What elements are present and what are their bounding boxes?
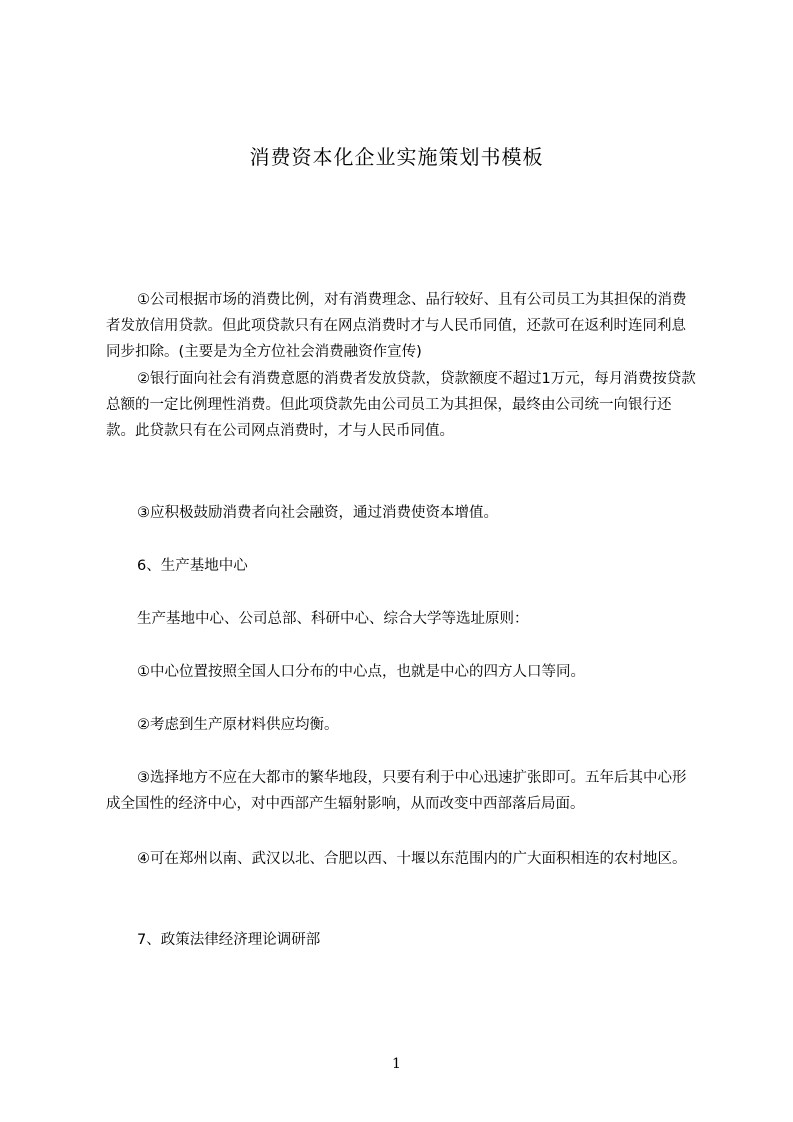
page-number: 1 xyxy=(392,1056,401,1072)
section-heading-production-base: 6、生产基地中心 xyxy=(137,558,248,574)
paragraph-location-choice: ③选择地方不应在大都市的繁华地段，只要有利于中心迅速扩张即可。五年后其中心形成全国性的经济中心，对中西部产生辐射影响，从而改变中西部落后局面。 xyxy=(106,770,687,812)
paragraph-bank-consumer-loan: ②银行面向社会有消费意愿的消费者发放贷款，贷款额度不超过1万元，每月消费按贷款总额的一定比例理性消费。但此项贷款先由公司员工为其担保，最终由公司统一向银行还款。此贷款只有在公司网点消费时，才与人民币同值。 xyxy=(106,371,696,439)
paragraph-encourage-financing: ③应积极鼓励消费者向社会融资，通过消费使资本增值。 xyxy=(137,505,498,521)
document-title: 消费资本化企业实施策划书模板 xyxy=(249,145,544,169)
paragraph-rural-region: ④可在郑州以南、武汉以北、合肥以西、十堰以东范围内的广大面积相连的农村地区。 xyxy=(137,851,687,867)
paragraph-consumer-credit-loan: ①公司根据市场的消费比例，对有消费理念、品行较好、且有公司员工为其担保的消费者发放信用贷款。但此项贷款只有在网点消费时才与人民币同值，还款可在返利时连同利息同步扣除。(主要是为全方位社会消费融资作宣传) xyxy=(106,292,687,360)
paragraph-site-selection-principles: 生产基地中心、公司总部、科研中心、综合大学等选址原则： xyxy=(137,611,529,627)
paragraph-population-center: ①中心位置按照全国人口分布的中心点，也就是中心的四方人口等同。 xyxy=(137,664,585,680)
paragraph-raw-material-supply: ②考虑到生产原材料供应均衡。 xyxy=(137,717,339,733)
section-heading-policy-research: 7、政策法律经济理论调研部 xyxy=(137,932,321,948)
